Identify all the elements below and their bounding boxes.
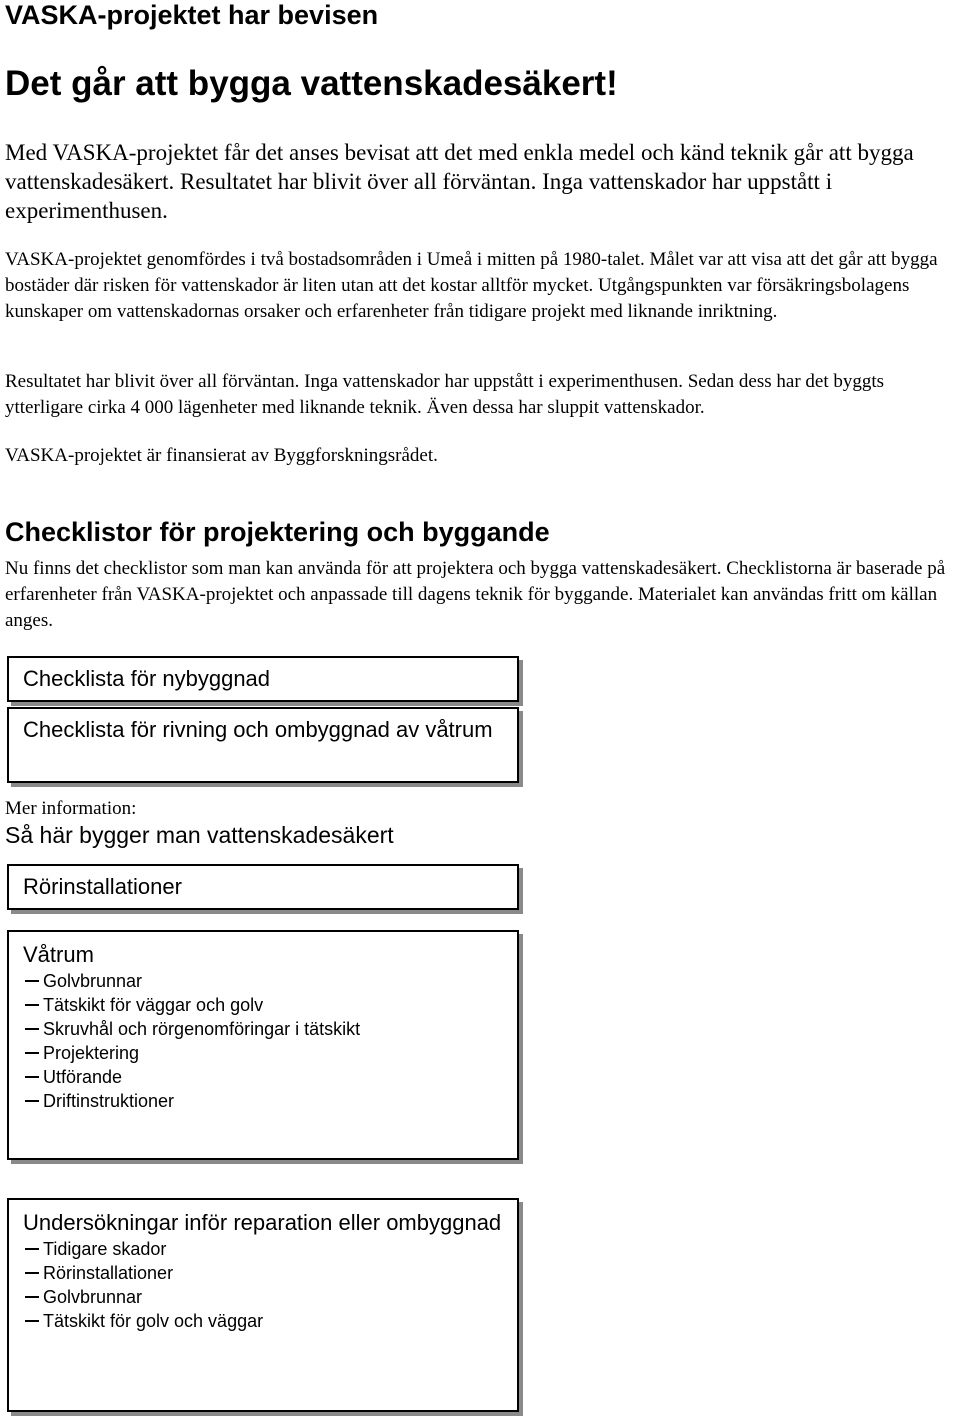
list-item[interactable]: [23, 1089, 505, 1113]
vatrum-box[interactable]: [7, 930, 519, 1160]
dash-icon: [25, 1004, 39, 1006]
dash-icon: [25, 1248, 39, 1250]
list-item[interactable]: [23, 993, 505, 1017]
dash-icon: [25, 980, 39, 982]
list-item-label: Driftinstruktioner: [43, 1091, 175, 1111]
checklist-nybyggnad-link[interactable]: [7, 656, 519, 702]
dash-icon: [25, 1028, 39, 1030]
dash-icon: [25, 1296, 39, 1298]
more-info-label: Mer information:: [5, 798, 137, 819]
checklists-heading: Checklistor för projektering och byggande: [5, 517, 550, 547]
list-item-label: Tätskikt för golv och väggar: [43, 1311, 264, 1331]
list-item[interactable]: [23, 1309, 505, 1333]
rorinstallationer-link[interactable]: [7, 864, 519, 910]
list-item[interactable]: [23, 1065, 505, 1089]
checklist-rivning-link[interactable]: [7, 707, 519, 783]
rorinstallationer-label: Rörinstallationer: [23, 874, 182, 899]
list-item[interactable]: [23, 1237, 505, 1261]
main-heading: Det går att bygga vattenskadesäkert!: [5, 64, 618, 103]
list-item[interactable]: [23, 1017, 505, 1041]
dash-icon: [25, 1320, 39, 1322]
undersokningar-box[interactable]: [7, 1198, 519, 1412]
list-item-label: Projektering: [43, 1043, 140, 1063]
more-info-title: Så här bygger man vattenskadesäkert: [5, 822, 394, 848]
dash-icon: [25, 1272, 39, 1274]
page-title: VASKA-projektet har bevisen: [5, 0, 379, 30]
undersokningar-list: [23, 1237, 505, 1333]
checklist-nybyggnad-label: Checklista för nybyggnad: [23, 666, 271, 691]
vatrum-list: [23, 969, 505, 1113]
list-item[interactable]: [23, 1285, 505, 1309]
undersokningar-title: Undersökningar inför reparation eller ombyggnad: [23, 1210, 502, 1235]
vatrum-title: Våtrum: [23, 942, 94, 967]
list-item-label: Rörinstallationer: [43, 1263, 174, 1283]
paragraph-result: Resultatet har blivit över all förväntan. Inga vattenskador har uppstått i experimenthusen. Sedan dess har det byggts ytterligare cirka 4 000 lägenheter med liknande teknik. Även dessa har sluppit vattenskador.: [5, 371, 885, 418]
dash-icon: [25, 1076, 39, 1078]
list-item-label: Tidigare skador: [43, 1239, 167, 1259]
checklists-intro: Nu finns det checklistor som man kan använda för att projektera och bygga vattenskadesäkert. Checklistorna är baserade på erfarenheter från VASKA-projektet och anpassade till dagens teknik för byggande. Materialet kan användas fritt om källan anges.: [5, 558, 946, 631]
list-item-label: Golvbrunnar: [43, 1287, 143, 1307]
intro-paragraph: Med VASKA-projektet får det anses bevisat att det med enkla medel och känd teknik går att bygga vattenskadesäkert. Resultatet har blivit över all förväntan. Inga vattenskador har uppstått i experimenthusen.: [5, 140, 914, 223]
list-item-label: Golvbrunnar: [43, 971, 143, 991]
paragraph-background: VASKA-projektet genomfördes i två bostadsområden i Umeå i mitten på 1980-talet. Målet var att visa att det går att bygga bostäder där risken för vattenskador är liten utan att det kostar alltför mycket. Utgångspunkten var försäkringsbolagens kunskaper om vattenskadornas orsaker och erfarenheter från tidigare projekt med liknande inriktning.: [5, 249, 938, 322]
dash-icon: [25, 1052, 39, 1054]
paragraph-funding: VASKA-projektet är finansierat av Byggforskningsrådet.: [5, 445, 438, 466]
list-item-label: Skruvhål och rörgenomföringar i tätskikt: [43, 1019, 361, 1039]
list-item[interactable]: [23, 1261, 505, 1285]
dash-icon: [25, 1100, 39, 1102]
list-item-label: Tätskikt för väggar och golv: [43, 995, 264, 1015]
list-item-label: Utförande: [43, 1067, 123, 1087]
checklist-rivning-label: Checklista för rivning och ombyggnad av våtrum: [23, 717, 493, 742]
list-item[interactable]: [23, 969, 505, 993]
list-item[interactable]: [23, 1041, 505, 1065]
